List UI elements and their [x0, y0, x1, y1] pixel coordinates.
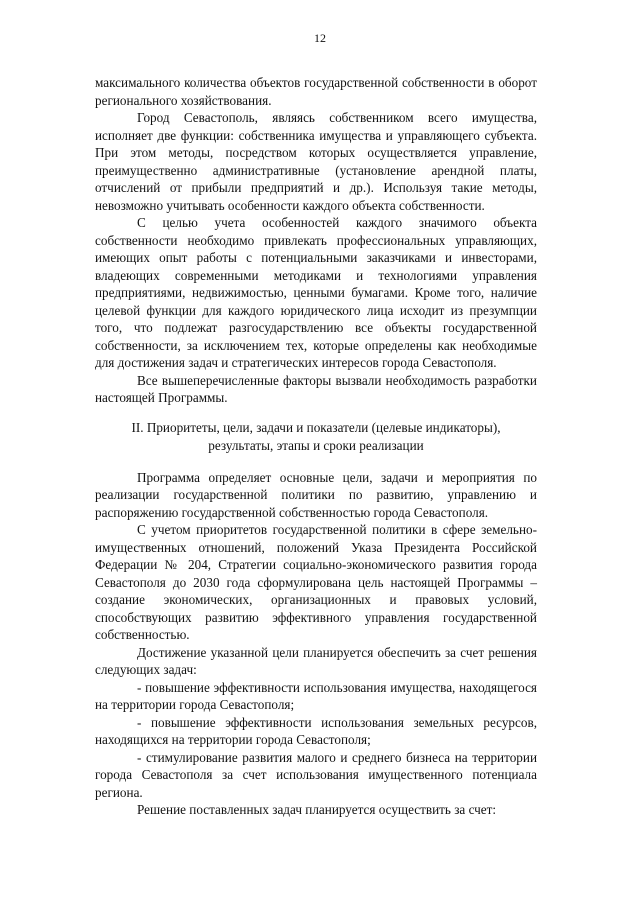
section-heading: [95, 419, 537, 455]
section-heading-line-2: результаты, этапы и сроки реализации: [208, 437, 424, 453]
paragraph-program-goal: С учетом приоритетов государственной политики в сфере земельно-имущественных отношений, положений Указа Президента Российской Федерации № 204, Стратегии социально-экономического развития города Севастополя до 2030 года сформулирована цель настоящей Программы – создание экономических, организационных и правовых условий, способствующих развитию эффективного управления государственной собственностью.: [95, 522, 537, 642]
page-number: 12: [314, 31, 326, 45]
paragraph-tasks-intro: Достижение указанной цели планируется обеспечить за счет решения следующих задач:: [95, 644, 537, 677]
task-item-business: - стимулирование развития малого и среднего бизнеса на территории города Севастополя за счет использования имущественного потенциала региона.: [95, 749, 537, 800]
paragraph-sevastopol-owner: Город Севастополь, являясь собственником всего имущества, исполняет две функции: собственника имущества и управляющего субъекта. При этом методы, посредством которых осуществляется управление, преимущественно административные (установление арендной платы, отчислений от прибыли предприятий и др.). Используя такие методы, невозможно учитывать особенности каждого объекта собственности.: [95, 110, 537, 213]
paragraph-professional-managers: С целью учета особенностей каждого значимого объекта собственности необходимо привлекать профессиональных управляющих, имеющих опыт работы с потенциальными заказчиками и инвесторами, владеющих современными методиками и технологиями управления предприятиями, недвижимостью, ценными бумагами. Кроме того, наличие целевой функции для каждого юридического лица исходит из презумпции того, что подлежат разгосударствлению все объекты государственной собственности, за исключением тех, которые определены как необходимые для достижения задач и стратегических интересов города Севастополя.: [95, 215, 537, 370]
paragraph-program-defines: Программа определяет основные цели, задачи и мероприятия по реализации государственной политики по развитию, управлению и распоряжению государственной собственностью города Севастополя.: [95, 469, 537, 520]
paragraph-factors: Все вышеперечисленные факторы вызвали необходимость разработки настоящей Программы.: [95, 372, 537, 405]
section-heading-line-1: II. Приоритеты, цели, задачи и показатели (целевые индикаторы),: [131, 419, 501, 435]
document-body: [95, 74, 537, 819]
paragraph-continuation: максимального количества объектов государственной собственности в оборот регионального хозяйствования.: [95, 75, 537, 108]
task-item-property: - повышение эффективности использования имущества, находящегося на территории города Севастополя;: [95, 679, 537, 712]
task-item-land: - повышение эффективности использования земельных ресурсов, находящихся на территории города Севастополя;: [95, 714, 537, 747]
paragraph-solution-intro: Решение поставленных задач планируется осуществить за счет:: [137, 802, 497, 817]
